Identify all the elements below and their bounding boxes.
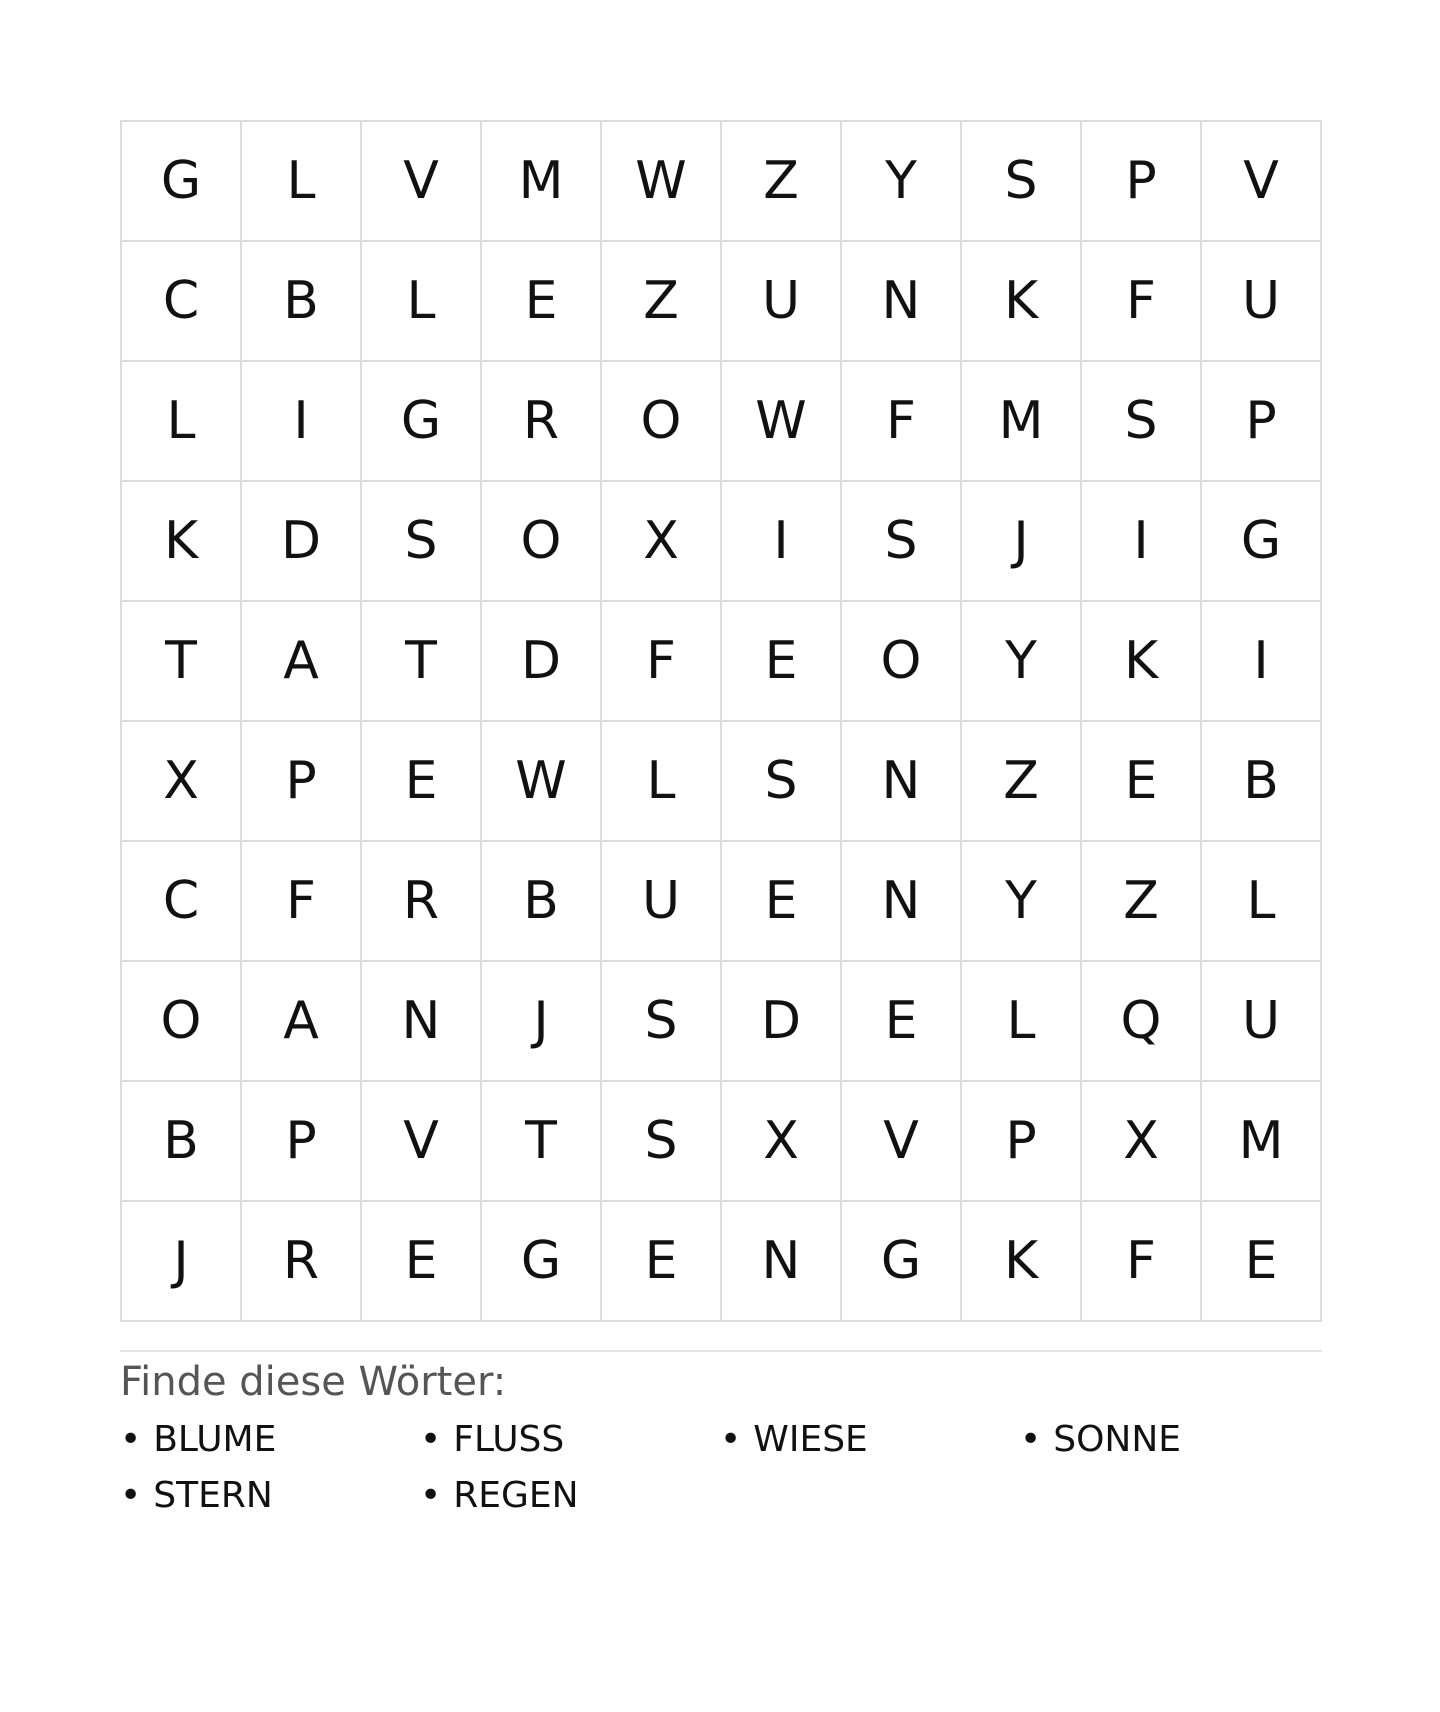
grid-cell[interactable]: M [962, 362, 1082, 482]
grid-cell[interactable]: Y [962, 842, 1082, 962]
grid-cell[interactable]: S [722, 722, 842, 842]
grid-cell[interactable]: V [362, 122, 482, 242]
grid-cell[interactable]: E [722, 842, 842, 962]
grid-cell[interactable]: U [1202, 242, 1322, 362]
grid-cell[interactable]: G [1202, 482, 1322, 602]
grid-cell[interactable]: W [602, 122, 722, 242]
grid-cell[interactable]: X [602, 482, 722, 602]
grid-cell[interactable]: L [122, 362, 242, 482]
word-list-item: • BLUME [120, 1416, 420, 1464]
grid-cell[interactable]: F [842, 362, 962, 482]
word-list-item: • FLUSS [420, 1416, 720, 1464]
grid-cell[interactable]: E [362, 1202, 482, 1322]
grid-cell[interactable]: P [1082, 122, 1202, 242]
grid-cell[interactable]: J [482, 962, 602, 1082]
grid-cell[interactable]: E [1082, 722, 1202, 842]
grid-cell[interactable]: X [1082, 1082, 1202, 1202]
grid-cell[interactable]: O [602, 362, 722, 482]
grid-cell[interactable]: G [122, 122, 242, 242]
grid-cell[interactable]: S [842, 482, 962, 602]
grid-cell[interactable]: E [482, 242, 602, 362]
grid-cell[interactable]: O [842, 602, 962, 722]
grid-cell[interactable]: J [122, 1202, 242, 1322]
letter-grid [120, 120, 1322, 1322]
grid-cell[interactable]: B [122, 1082, 242, 1202]
grid-cell[interactable]: V [1202, 122, 1322, 242]
grid-cell[interactable]: T [482, 1082, 602, 1202]
grid-cell[interactable]: K [122, 482, 242, 602]
grid-cell[interactable]: Z [1082, 842, 1202, 962]
grid-cell[interactable]: N [362, 962, 482, 1082]
grid-cell[interactable]: N [842, 842, 962, 962]
grid-cell[interactable]: E [362, 722, 482, 842]
grid-cell[interactable]: B [482, 842, 602, 962]
grid-cell[interactable]: V [842, 1082, 962, 1202]
grid-cell[interactable]: U [722, 242, 842, 362]
grid-cell[interactable]: D [722, 962, 842, 1082]
grid-cell[interactable]: Y [962, 602, 1082, 722]
grid-cell[interactable]: F [1082, 242, 1202, 362]
grid-cell[interactable]: K [1082, 602, 1202, 722]
grid-cell[interactable]: Q [1082, 962, 1202, 1082]
divider [120, 1350, 1322, 1352]
grid-cell[interactable]: R [362, 842, 482, 962]
grid-cell[interactable]: V [362, 1082, 482, 1202]
grid-cell[interactable]: E [1202, 1202, 1322, 1322]
grid-cell[interactable]: P [1202, 362, 1322, 482]
grid-cell[interactable]: T [122, 602, 242, 722]
grid-cell[interactable]: B [242, 242, 362, 362]
grid-cell[interactable]: L [362, 242, 482, 362]
grid-cell[interactable]: L [602, 722, 722, 842]
grid-cell[interactable]: Z [602, 242, 722, 362]
grid-cell[interactable]: Y [842, 122, 962, 242]
word-list-item: • SONNE [1020, 1416, 1320, 1464]
grid-cell[interactable]: G [362, 362, 482, 482]
grid-cell[interactable]: B [1202, 722, 1322, 842]
grid-cell[interactable]: F [242, 842, 362, 962]
grid-cell[interactable]: I [722, 482, 842, 602]
grid-cell[interactable]: E [602, 1202, 722, 1322]
grid-cell[interactable]: X [122, 722, 242, 842]
grid-cell[interactable]: F [602, 602, 722, 722]
grid-cell[interactable]: I [242, 362, 362, 482]
grid-cell[interactable]: Z [962, 722, 1082, 842]
grid-cell[interactable]: F [1082, 1202, 1202, 1322]
grid-cell[interactable]: P [962, 1082, 1082, 1202]
grid-cell[interactable]: S [962, 122, 1082, 242]
grid-cell[interactable]: L [1202, 842, 1322, 962]
grid-cell[interactable]: U [602, 842, 722, 962]
grid-cell[interactable]: I [1082, 482, 1202, 602]
grid-cell[interactable]: C [122, 242, 242, 362]
grid-cell[interactable]: W [722, 362, 842, 482]
word-list-item: • STERN [120, 1472, 420, 1520]
grid-cell[interactable]: E [842, 962, 962, 1082]
grid-cell[interactable]: A [242, 962, 362, 1082]
grid-cell[interactable]: R [482, 362, 602, 482]
word-list [120, 1416, 1320, 1520]
grid-cell[interactable]: U [1202, 962, 1322, 1082]
grid-cell[interactable]: S [602, 1082, 722, 1202]
grid-cell[interactable]: R [242, 1202, 362, 1322]
grid-cell[interactable]: P [242, 1082, 362, 1202]
grid-cell[interactable]: N [842, 722, 962, 842]
grid-cell[interactable]: L [962, 962, 1082, 1082]
grid-cell[interactable]: O [122, 962, 242, 1082]
grid-cell[interactable]: S [1082, 362, 1202, 482]
word-search-puzzle [120, 120, 1320, 1520]
grid-cell[interactable]: T [362, 602, 482, 722]
grid-cell[interactable]: M [1202, 1082, 1322, 1202]
grid-cell[interactable]: A [242, 602, 362, 722]
grid-cell[interactable]: P [242, 722, 362, 842]
grid-cell[interactable]: J [962, 482, 1082, 602]
word-list-title: Finde diese Wörter: [120, 1359, 507, 1405]
grid-cell[interactable]: N [722, 1202, 842, 1322]
word-list-item: • REGEN [420, 1472, 720, 1520]
grid-cell[interactable]: L [242, 122, 362, 242]
grid-cell[interactable]: K [962, 1202, 1082, 1322]
grid-cell[interactable]: S [602, 962, 722, 1082]
grid-cell[interactable]: I [1202, 602, 1322, 722]
grid-cell[interactable]: S [362, 482, 482, 602]
grid-cell[interactable]: Z [722, 122, 842, 242]
grid-cell[interactable]: D [242, 482, 362, 602]
grid-cell[interactable]: W [482, 722, 602, 842]
grid-cell[interactable]: M [482, 122, 602, 242]
grid-cell[interactable]: X [722, 1082, 842, 1202]
grid-cell[interactable]: O [482, 482, 602, 602]
grid-cell[interactable]: D [482, 602, 602, 722]
grid-cell[interactable]: G [482, 1202, 602, 1322]
word-list-item: • WIESE [720, 1416, 1020, 1464]
grid-cell[interactable]: G [842, 1202, 962, 1322]
grid-cell[interactable]: K [962, 242, 1082, 362]
grid-cell[interactable]: E [722, 602, 842, 722]
grid-cell[interactable]: C [122, 842, 242, 962]
grid-cell[interactable]: N [842, 242, 962, 362]
